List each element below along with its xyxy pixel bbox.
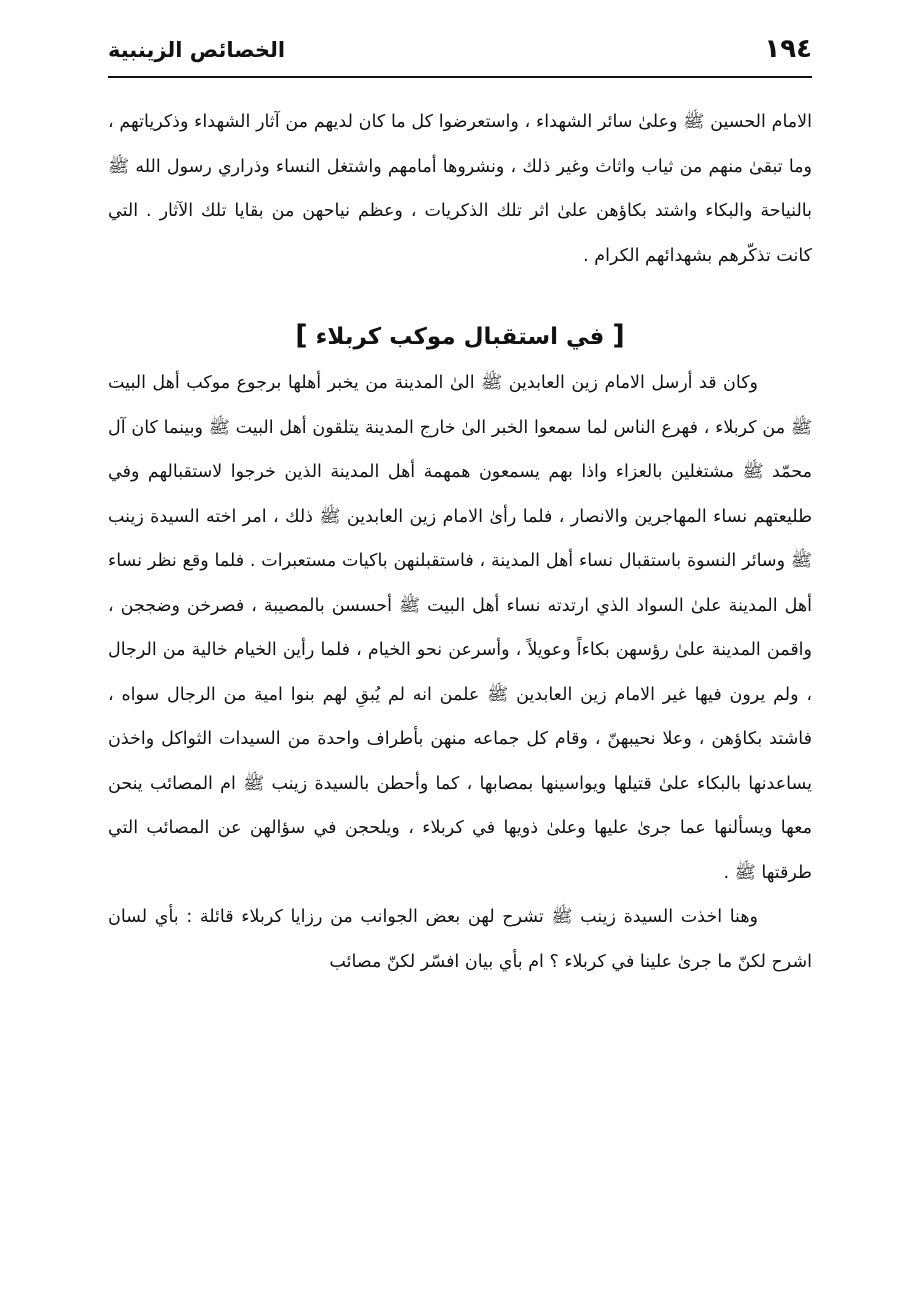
page-number: ١٩٤	[764, 34, 812, 64]
paragraph-3: وهنا اخذت السيدة زينب ﷺ تشرح لهن بعض الجوانب من رزايا كربلاء قائلة : بأي لسان اشرح لكنّ ما جرىٰ علينا في كربلاء ؟ ام بأي بيان افسّر لكنّ مصائب	[108, 907, 812, 972]
heading-bracket-open: [	[612, 320, 625, 351]
header-rule	[108, 76, 812, 78]
paragraph-2: وكان قد أرسل الامام زين العابدين ﷺ الىٰ المدينة من يخبر أهلها برجوع موكب أهل البيت ﷺ من كربلاء ، فهرع الناس لما سمعوا الخبر الىٰ خارج المدينة يتلقون أهل البيت ﷺ وبينما كان آل محمّد ﷺ مشتغلين بالعزاء واذا بهم يسمعون همهمة أهل المدينة الذين خرجوا لاستقبالهم وفي طليعتهم نساء المهاجرين والانصار ، فلما رأىٰ الامام زين العابدين ﷺ ذلك ، امر اخته السيدة زينب ﷺ وسائر النسوة باستقبال نساء أهل المدينة ، فاستقبلنهن باكيات مستعبرات . فلما وقع نظر نساء أهل المدينة علىٰ السواد الذي ارتدته نساء أهل البيت ﷺ أحسسن بالمصيبة ، فصرخن وضججن ، واقمن المدينة علىٰ رؤسهن بكاءاً وعويلاً ، وأسرعن نحو الخيام ، فلما رأين الخيام خالية من الرجال ، ولم يرون فيها غير الامام زين العابدين ﷺ علمن انه لم يُبقِ لهم بنوا امية من الرجال سواه ، فاشتد بكاؤهن ، وعلا نحيبهنّ ، وقام كل جماعه منهن بأطراف واحدة من السيدات الثواكل واخذن يساعدنها بالبكاء علىٰ قتيلها ويواسينها بمصابها ، كما وأحطن بالسيدة زينب ﷺ ام المصائب ينحن معها ويسألنها عما جرىٰ عليها وعلىٰ ذويها في كربلاء ، ويلحجن في سؤالهن عن المصائب التي طرقتها ﷺ .	[108, 373, 812, 883]
running-title: الخصائص الزينبية	[108, 38, 286, 62]
section-heading-text: في استقبال موكب كربلاء	[315, 324, 605, 350]
page-body	[108, 100, 812, 984]
heading-bracket-close: ]	[295, 320, 308, 351]
paragraph-1: الامام الحسين ﷺ وعلىٰ سائر الشهداء ، واستعرضوا كل ما كان لديهم من آثار الشهداء وذكرياتهم ، وما تبقىٰ منهم من ثياب واثاث وغير ذلك ، ونشروها أمامهم واشتغل النساء وذراري رسول الله ﷺ بالنياحة والبكاء واشتد بكاؤهن علىٰ اثر تلك الذكريات ، وعظم نياحهن من بقايا تلك الآثار . التي كانت تذكّرهم بشهدائهم الكرام .	[108, 112, 812, 266]
section-heading	[108, 312, 812, 361]
page-header	[108, 30, 812, 74]
